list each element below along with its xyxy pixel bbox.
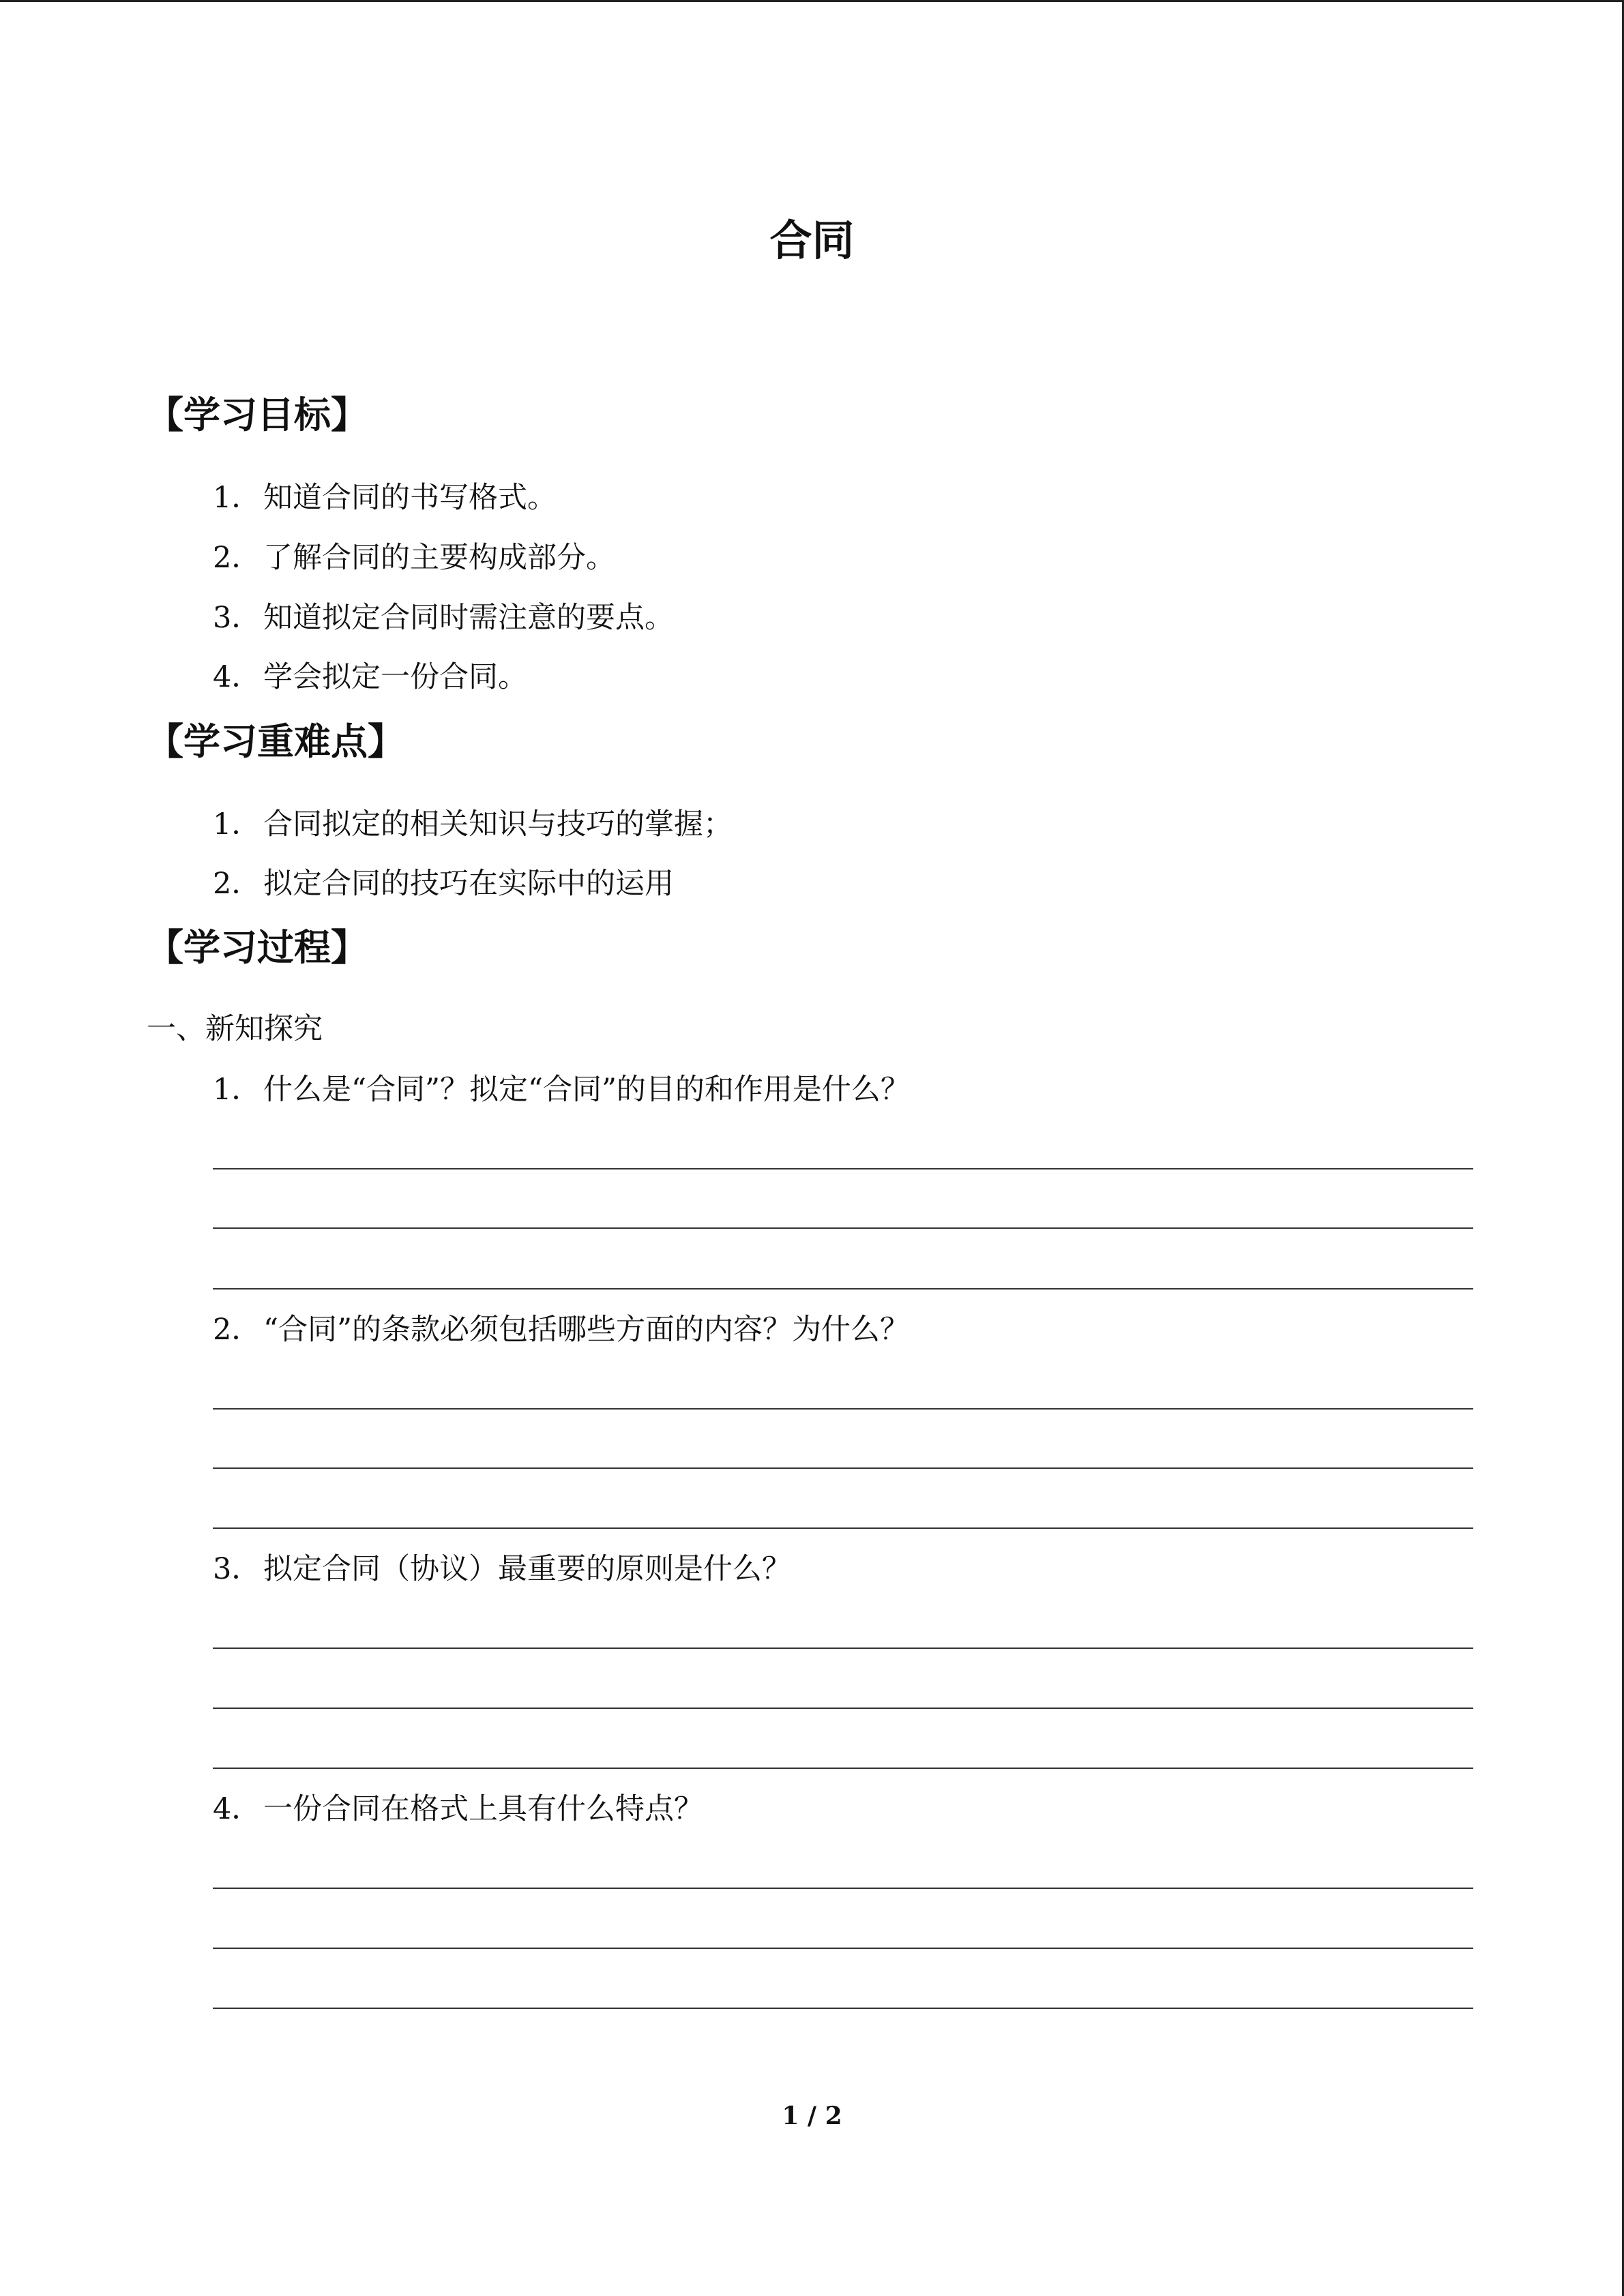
item-number: 1． [213,481,261,515]
question-item [213,1549,791,1590]
document-title: 合同 [769,215,855,265]
answer-line[interactable] [213,1408,1473,1410]
subsection-title: 一、新知探究 [147,1012,323,1046]
answer-line[interactable] [213,1168,1473,1169]
answer-line[interactable] [213,1648,1473,1649]
answer-line[interactable] [213,1467,1473,1469]
answer-line[interactable] [213,1527,1473,1529]
objective-item [213,597,674,638]
item-text: 知道拟定合同时需注意的要点。 [263,601,674,635]
answer-line[interactable] [213,1288,1473,1289]
key-point-item [213,863,674,904]
item-text: 知道合同的书写格式。 [263,481,557,515]
objective-item [213,657,527,698]
item-number: 2． [213,541,261,575]
question-item [213,1069,910,1110]
answer-line[interactable] [213,1948,1473,1949]
question-text: 一份合同在格式上具有什么特点？ [263,1792,703,1826]
question-text: 什么是“合同”？拟定“合同”的目的和作用是什么？ [263,1073,910,1107]
page-number: 1 / 2 [782,2102,842,2130]
answer-line[interactable] [213,1708,1473,1709]
section-heading-key-points: 【学习重难点】 [147,720,404,763]
question-text: “合同”的条款必须包括哪些方面的内容？为什么？ [263,1313,909,1347]
answer-line[interactable] [213,1768,1473,1769]
item-text: 了解合同的主要构成部分。 [263,541,615,575]
question-item [213,1789,703,1830]
answer-line[interactable] [213,2008,1473,2009]
section-heading-objectives: 【学习目标】 [147,393,368,436]
item-number: 4． [213,1792,261,1826]
answer-line[interactable] [213,1888,1473,1889]
objective-item [213,477,557,518]
item-number: 1． [213,1073,261,1107]
item-text: 合同拟定的相关知识与技巧的掌握； [263,807,733,841]
item-text: 拟定合同的技巧在实际中的运用 [263,867,674,901]
question-item [213,1309,909,1350]
item-number: 2． [213,1313,261,1347]
item-number: 3． [213,601,261,635]
key-point-item [213,804,733,845]
objective-item [213,537,615,578]
item-number: 1． [213,807,261,841]
item-number: 2． [213,867,261,901]
section-heading-process: 【学习过程】 [147,926,368,969]
answer-line[interactable] [213,1227,1473,1229]
item-number: 4． [213,660,261,694]
question-text: 拟定合同（协议）最重要的原则是什么？ [263,1552,791,1586]
item-text: 学会拟定一份合同。 [263,660,527,694]
item-number: 3． [213,1552,261,1586]
